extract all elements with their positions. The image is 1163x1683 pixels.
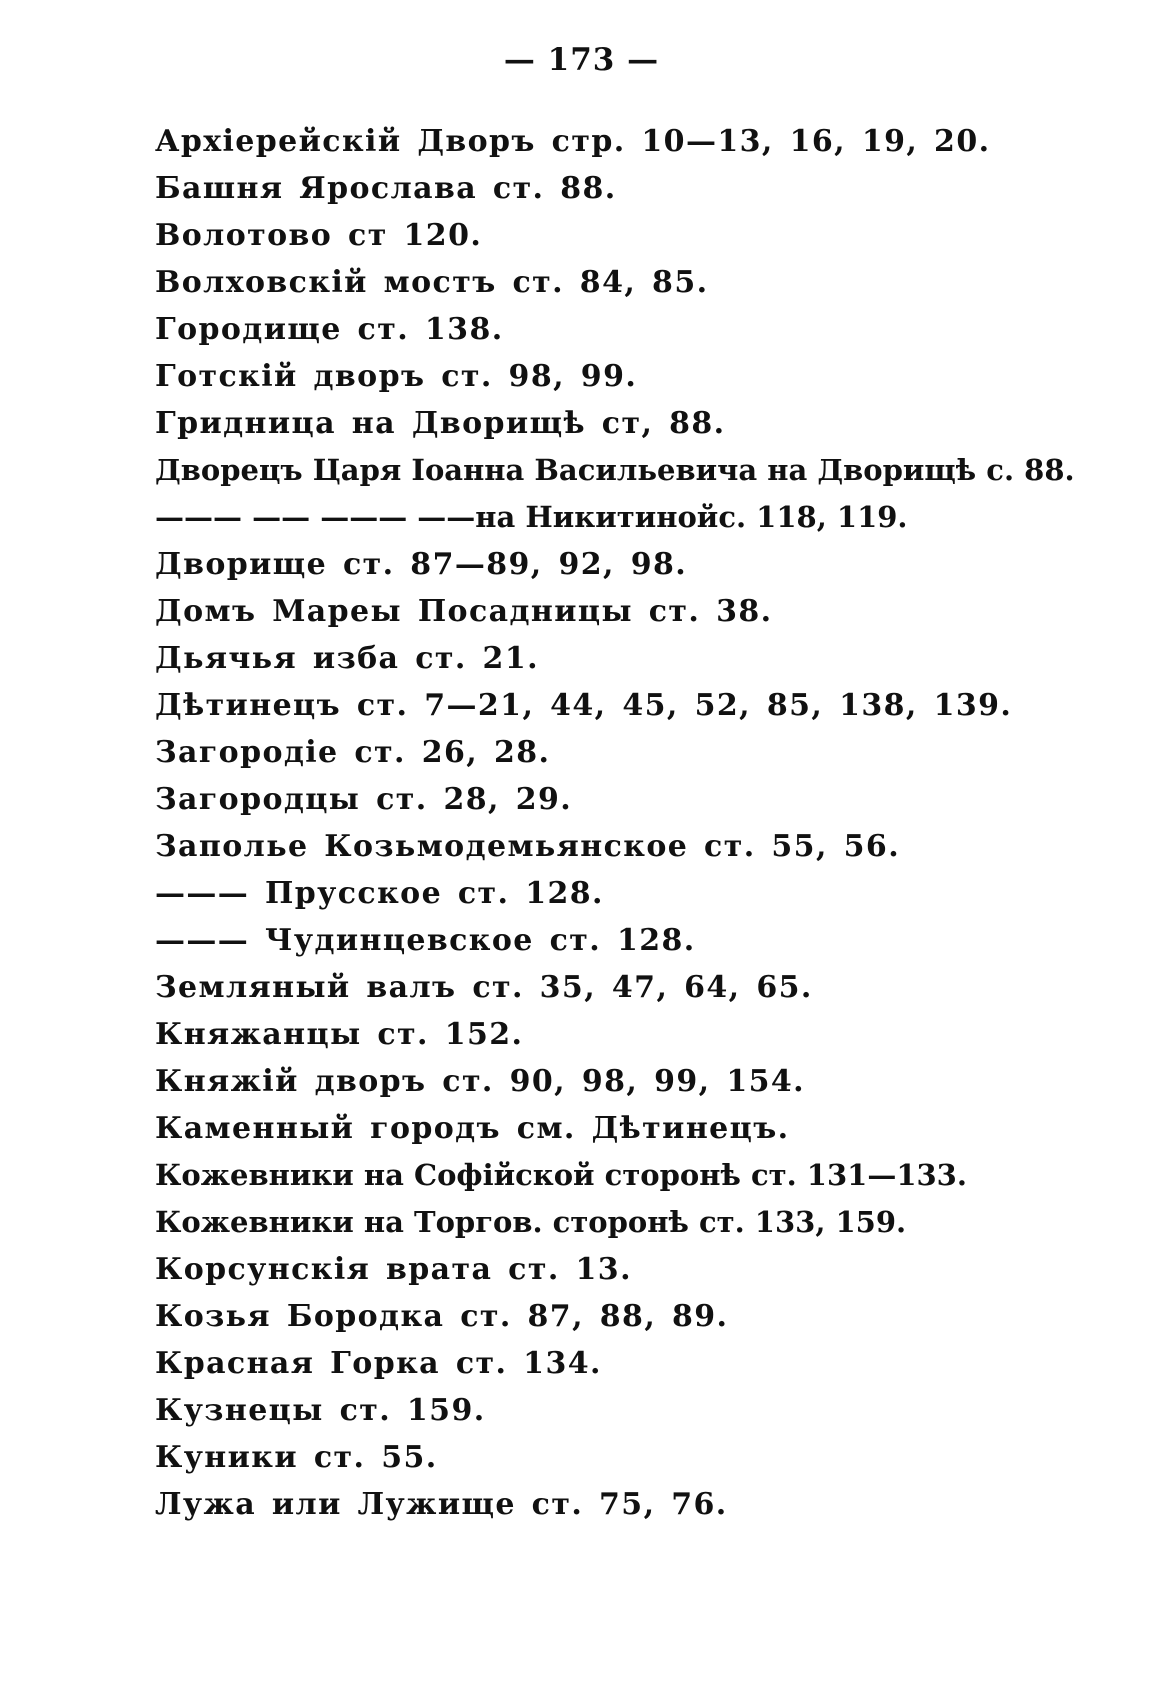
index-entry: Куники ст. 55.	[155, 1440, 438, 1475]
index-entry: Кожевники на Софiйской сторонѣ ст. 131—133.	[155, 1158, 967, 1192]
index-entry: Лужа или Лужище ст. 75, 76.	[155, 1487, 728, 1522]
index-entries	[155, 118, 1075, 1528]
index-entry: ——— —— ——— ——на Никитинойс. 118, 119.	[155, 500, 908, 534]
index-entry: Волховскiй мостъ ст. 84, 85.	[155, 265, 709, 300]
index-entry: Башня Ярослава ст. 88.	[155, 171, 617, 206]
index-entry: Загородiе ст. 26, 28.	[155, 735, 551, 770]
index-entry: Княжiй дворъ ст. 90, 98, 99, 154.	[155, 1064, 805, 1099]
index-entry: Дьячья изба ст. 21.	[155, 641, 539, 676]
index-entry: Княжанцы ст. 152.	[155, 1017, 524, 1052]
index-entry: Готскiй дворъ ст. 98, 99.	[155, 359, 638, 394]
index-entry: Корсунскiя врата ст. 13.	[155, 1252, 632, 1287]
index-entry: Земляный валъ ст. 35, 47, 64, 65.	[155, 970, 813, 1005]
index-entry: Заполье Козьмодемьянское ст. 55, 56.	[155, 829, 901, 864]
index-entry: Гридница на Дворищѣ ст, 88.	[155, 406, 726, 441]
index-entry: ——— Прусское ст. 128.	[155, 876, 604, 911]
page-number: — 173 —	[503, 42, 660, 78]
index-entry: Кузнецы ст. 159.	[155, 1393, 486, 1428]
index-entry: Дѣтинецъ ст. 7—21, 44, 45, 52, 85, 138, 139.	[155, 688, 1013, 723]
index-entry: Козья Бородка ст. 87, 88, 89.	[155, 1299, 729, 1334]
index-entry: Городище ст. 138.	[155, 312, 504, 347]
index-entry: Красная Горка ст. 134.	[155, 1346, 602, 1381]
index-entry: ——— Чудинцевское ст. 128.	[155, 923, 696, 958]
index-entry: Волотово ст 120.	[155, 218, 483, 253]
index-entry: Архiерейскiй Дворъ стр. 10—13, 16, 19, 20.	[155, 124, 991, 159]
index-entry: Домъ Мареы Посадницы ст. 38.	[155, 594, 773, 629]
index-entry: Кожевники на Торгов. сторонѣ ст. 133, 159.	[155, 1205, 907, 1239]
index-entry: Дворище ст. 87—89, 92, 98.	[155, 547, 688, 582]
index-entry: Дворецъ Царя Iоанна Васильевича на Дворищѣ с. 88.	[155, 453, 1075, 487]
index-entry: Загородцы ст. 28, 29.	[155, 782, 573, 817]
index-entry: Каменный городъ см. Дѣтинецъ.	[155, 1111, 790, 1146]
